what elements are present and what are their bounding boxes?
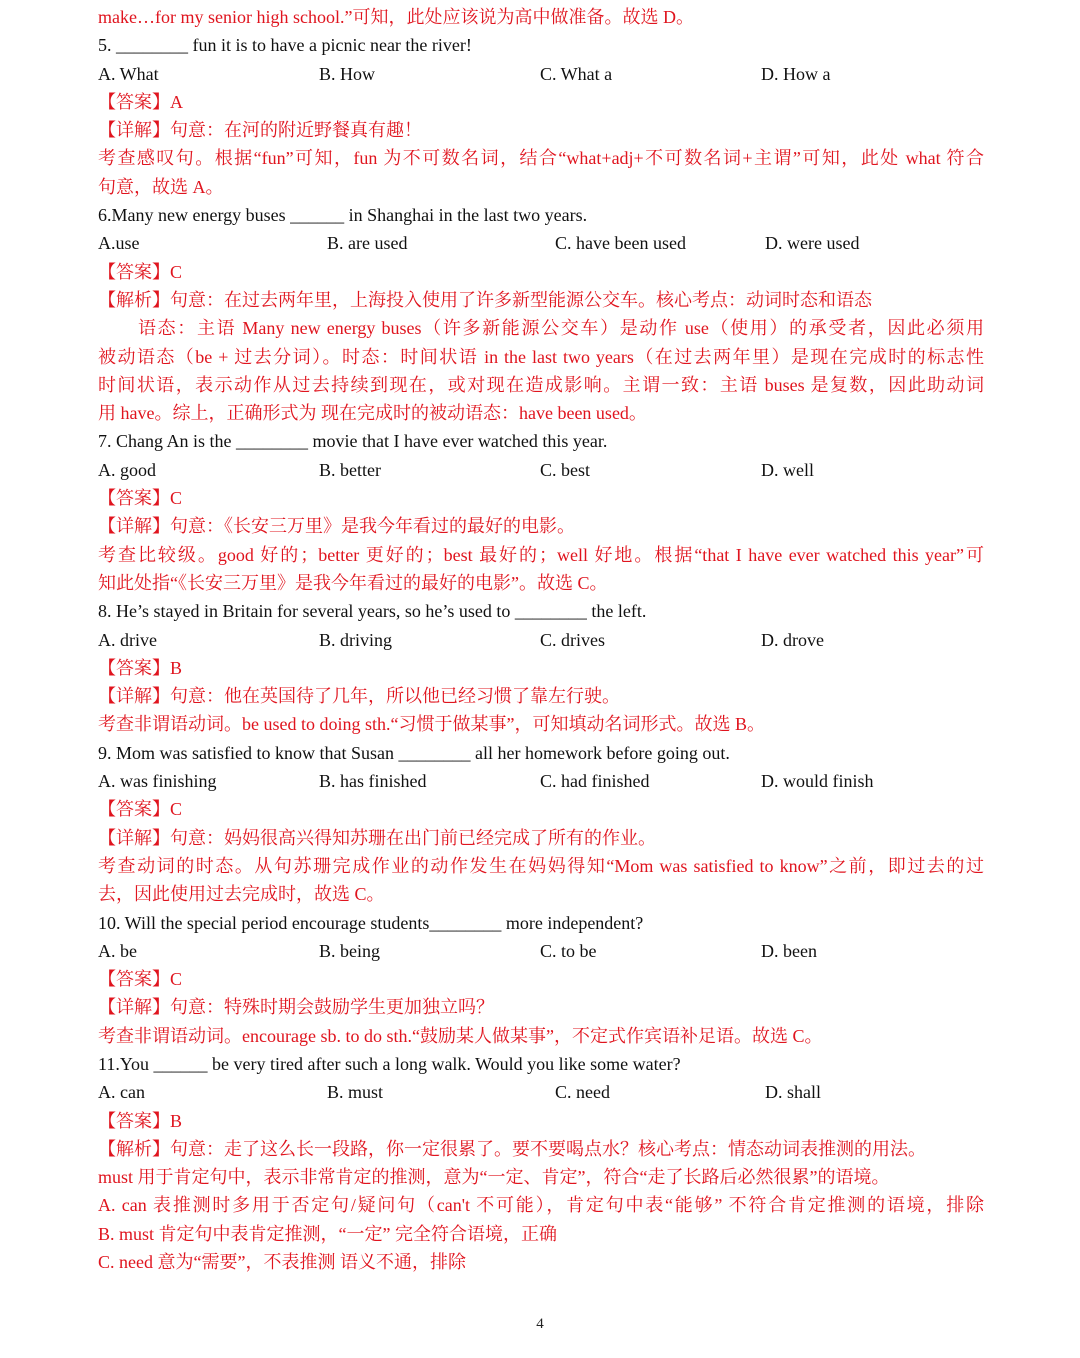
option-c: C. What a — [540, 63, 613, 84]
option-d: D. How a — [761, 63, 831, 84]
answer-options — [98, 1078, 984, 1106]
explanation-text: 【答案】C — [98, 799, 183, 820]
explanation-text: 【答案】A — [98, 91, 183, 112]
option-b: B. driving — [319, 629, 393, 650]
explanation-text: C. need 意为“需要”，不表推测 语义不通，排除 — [98, 1252, 466, 1273]
explanation-text: 【详解】句意：妈妈很高兴得知苏珊在出门前已经完成了所有的作业。 — [98, 827, 656, 848]
answer-options — [98, 456, 984, 484]
question-text: 10. Will the special period encourage students________ more independent? — [98, 912, 644, 933]
answer-options — [98, 60, 984, 88]
option-d: D. would finish — [761, 771, 874, 792]
option-d: D. been — [761, 940, 817, 961]
question-text: 6.Many new energy buses ______ in Shanghai in the last two years. — [98, 205, 588, 226]
option-c: C. drives — [540, 629, 605, 650]
explanation-text: must 用于肯定句中，表示非常肯定的推测，意为“一定、肯定”，符合“走了长路后必然很累”的语境。 — [98, 1167, 890, 1188]
explanation-text: 【解析】句意：在过去两年里，上海投入使用了许多新型能源公交车。核心考点：动词时态和语态 — [98, 289, 872, 310]
answer-options — [98, 767, 984, 795]
explanation-text: 【答案】B — [98, 1110, 183, 1131]
option-d: D. shall — [765, 1082, 821, 1103]
explanation-text: 考查比较级。good 好的；better 更好的；best 最好的；well 好地。根据“that I have ever watched this year”可 — [98, 544, 984, 565]
answer-options — [98, 626, 984, 654]
option-c: C. need — [555, 1082, 610, 1103]
document-body — [98, 3, 984, 1276]
question-text: 9. Mom was satisfied to know that Susan ________ all her homework before going out. — [98, 742, 730, 763]
option-d: D. well — [761, 459, 814, 480]
answer-options — [98, 937, 984, 965]
option-b: B. must — [327, 1082, 384, 1103]
explanation-text: 【详解】句意：《长安三万里》是我今年看过的最好的电影。 — [98, 516, 575, 537]
option-d: D. were used — [765, 233, 860, 254]
explanation-text: make…for my senior high school.”可知，此处应该说为高中做准备。故选 D。 — [98, 7, 694, 27]
page-number: 4 — [536, 1316, 544, 1332]
option-a: A. be — [98, 940, 137, 961]
question-text: 11.You ______ be very tired after such a long walk. Would you like some water? — [98, 1053, 681, 1074]
explanation-text: 知此处指“《长安三万里》是我今年看过的最好的电影”。故选 C。 — [98, 572, 608, 593]
explanation-text: 考查动词的时态。从句苏珊完成作业的动作发生在妈妈得知“Mom was satisfied to know”之前，即过去的过 — [98, 855, 984, 876]
option-a: A. was finishing — [98, 771, 217, 792]
option-a: A. What — [98, 63, 159, 84]
option-c: C. have been used — [555, 233, 686, 254]
option-a: A.use — [98, 233, 140, 254]
explanation-text: 【详解】句意：特殊时期会鼓励学生更加独立吗？ — [98, 997, 494, 1018]
option-a: A. drive — [98, 629, 157, 650]
explanation-text: 【答案】B — [98, 657, 183, 678]
question-text: 8. He’s stayed in Britain for several years, so he’s used to ________ the left. — [98, 601, 647, 622]
answer-options — [98, 229, 984, 257]
explanation-text: B. must 肯定句中表肯定推测，“一定” 完全符合语境，正确 — [98, 1223, 557, 1244]
option-a: A. good — [98, 459, 156, 480]
explanation-text: A. can 表推测时多用于否定句/疑问句（can't 不可能），肯定句中表“能够” 不符合肯定推测的语境，排除 — [98, 1195, 984, 1216]
option-d: D. drove — [761, 629, 824, 650]
explanation-text: 【答案】C — [98, 488, 183, 509]
explanation-text: 【详解】句意：在河的附近野餐真有趣！ — [98, 120, 422, 141]
option-b: B. has finished — [319, 771, 427, 792]
explanation-text: 语态：主语 Many new energy buses（许多新能源公交车）是动作 use（使用）的承受者，因此必须用 — [138, 318, 984, 339]
option-b: B. being — [319, 940, 380, 961]
option-c: C. had finished — [540, 771, 650, 792]
explanation-text: 时间状语，表示动作从过去持续到现在，或对现在造成影响。主谓一致：主语 buses 是复数，因此助动词 — [98, 374, 984, 395]
explanation-text: 【详解】句意：他在英国待了几年，所以他已经习惯了靠左行驶。 — [98, 686, 620, 707]
option-b: B. are used — [327, 233, 408, 254]
explanation-text: 考查非谓语动词。encourage sb. to do sth.“鼓励某人做某事”，不定式作宾语补足语。故选 C。 — [98, 1025, 823, 1046]
explanation-text: 句意，故选 A。 — [98, 176, 224, 197]
explanation-text: 考查感叹句。根据“fun”可知，fun 为不可数名词，结合“what+adj+不可数名词+主谓”可知，此处 what 符合 — [98, 148, 984, 169]
explanation-text: 【解析】句意：走了这么长一段路，你一定很累了。要不要喝点水？核心考点：情态动词表推测的用法。 — [98, 1138, 926, 1159]
option-c: C. to be — [540, 940, 597, 961]
explanation-text: 去，因此使用过去完成时，故选 C。 — [98, 884, 385, 905]
explanation-text: 用 have。综上，正确形式为 现在完成时的被动语态：have been used。 — [98, 403, 647, 424]
option-b: B. better — [319, 459, 381, 480]
option-c: C. best — [540, 459, 591, 480]
option-a: A. can — [98, 1082, 145, 1103]
explanation-text: 【答案】C — [98, 969, 183, 990]
explanation-text: 【答案】C — [98, 261, 183, 282]
explanation-text: 考查非谓语动词。be used to doing sth.“习惯于做某事”，可知填动名词形式。故选 B。 — [98, 714, 765, 735]
question-text: 7. Chang An is the ________ movie that I have ever watched this year. — [98, 431, 608, 452]
question-text: 5. ________ fun it is to have a picnic near the river! — [98, 35, 472, 56]
explanation-text: 被动语态（be + 过去分词）。时态：时间状语 in the last two years（在过去两年里）是现在完成时的标志性 — [98, 346, 984, 367]
option-b: B. How — [319, 63, 376, 84]
